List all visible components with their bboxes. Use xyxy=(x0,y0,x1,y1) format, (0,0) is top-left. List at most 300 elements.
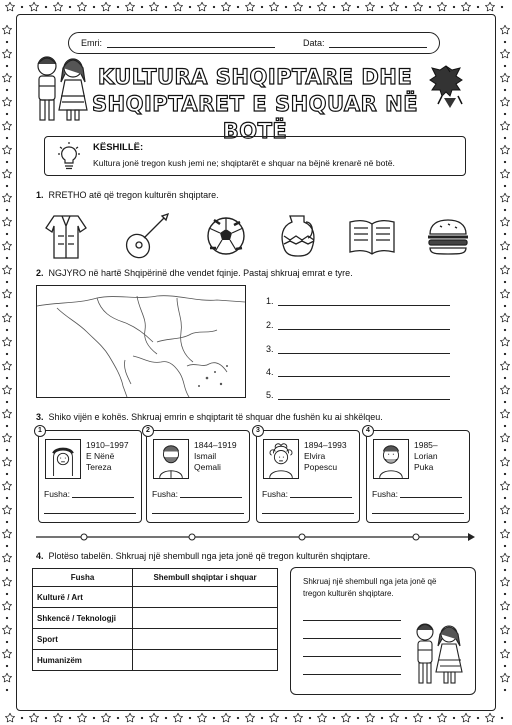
border-dot xyxy=(93,717,95,719)
border-star xyxy=(2,313,11,322)
border-star xyxy=(500,217,509,226)
border-dot xyxy=(357,717,359,719)
border-dot xyxy=(165,717,167,719)
answer-number: 3. xyxy=(266,344,274,354)
q1-text: RRETHO atë që tregon kulturën shqiptare. xyxy=(48,190,219,200)
border-dot xyxy=(69,717,71,719)
card-number: 1 xyxy=(34,425,46,437)
border-dot xyxy=(6,473,8,475)
border-star xyxy=(2,217,11,226)
border-dot xyxy=(6,305,8,307)
writing-line[interactable] xyxy=(303,674,401,675)
border-star xyxy=(461,713,470,722)
row-label: Kulturë / Art xyxy=(33,587,133,608)
border-dot xyxy=(504,497,506,499)
border-star xyxy=(500,73,509,82)
q2-number: 2. xyxy=(36,268,44,278)
border-star xyxy=(341,2,350,11)
border-star xyxy=(101,713,110,722)
border-dot xyxy=(501,717,503,719)
border-dot xyxy=(504,329,506,331)
border-dot xyxy=(6,641,8,643)
border-star xyxy=(197,713,206,722)
border-dot xyxy=(504,521,506,523)
border-star xyxy=(173,2,182,11)
border-star xyxy=(500,625,509,634)
border-dot xyxy=(6,257,8,259)
border-dot xyxy=(93,6,95,8)
person-name-1: E Nënë xyxy=(86,451,115,461)
person-name-1: Ismail xyxy=(194,451,217,461)
border-star xyxy=(500,25,509,34)
field-input[interactable] xyxy=(400,497,462,498)
border-dot xyxy=(6,353,8,355)
border-star xyxy=(53,713,62,722)
border-star xyxy=(2,649,11,658)
border-star xyxy=(485,2,494,11)
border-star xyxy=(500,289,509,298)
border-star xyxy=(500,241,509,250)
border-dot xyxy=(6,665,8,667)
question-2 xyxy=(36,268,353,278)
border-dot xyxy=(504,593,506,595)
border-dot xyxy=(285,717,287,719)
border-dot xyxy=(6,521,8,523)
timeline-arrow xyxy=(36,532,476,542)
border-star xyxy=(2,409,11,418)
border-star xyxy=(2,337,11,346)
border-star xyxy=(221,2,230,11)
border-dot xyxy=(504,401,506,403)
person-card-2 xyxy=(146,427,250,523)
border-star xyxy=(461,2,470,11)
border-star xyxy=(2,433,11,442)
border-dot xyxy=(213,717,215,719)
balkan-map[interactable] xyxy=(36,285,246,398)
border-star xyxy=(500,361,509,370)
clay-jug-icon[interactable] xyxy=(272,210,324,262)
q2-text: NGJYRO në hartë Shqipërinë dhe vendet fqinje. Pastaj shkruaj emrat e tyre. xyxy=(48,268,353,278)
answer-number: 5. xyxy=(266,390,274,400)
writing-line[interactable] xyxy=(303,656,401,657)
person-info xyxy=(414,440,438,473)
title-line-2: SHQIPTARET E SHQUAR NË BOTË xyxy=(91,92,419,143)
border-dot xyxy=(45,6,47,8)
border-dot xyxy=(6,65,8,67)
border-dot xyxy=(429,717,431,719)
person-name-2: Qemali xyxy=(194,462,221,472)
border-star xyxy=(500,121,509,130)
question-1 xyxy=(36,190,219,200)
border-star xyxy=(413,2,422,11)
border-dot xyxy=(6,233,8,235)
border-star xyxy=(293,2,302,11)
hamburger-icon[interactable] xyxy=(422,210,474,262)
name-label: Emri: xyxy=(81,38,102,48)
border-star xyxy=(500,433,509,442)
field-input[interactable] xyxy=(180,497,242,498)
border-star xyxy=(437,713,446,722)
border-star xyxy=(500,553,509,562)
border-dot xyxy=(69,6,71,8)
border-dot xyxy=(237,717,239,719)
table-cell-input[interactable] xyxy=(133,608,278,629)
border-star xyxy=(317,2,326,11)
border-star xyxy=(341,713,350,722)
border-dot xyxy=(381,717,383,719)
border-star xyxy=(2,97,11,106)
border-dot xyxy=(381,6,383,8)
column-header-example: Shembull shqiptar i shquar xyxy=(133,569,278,587)
border-star xyxy=(53,2,62,11)
border-star xyxy=(2,241,11,250)
border-dot xyxy=(477,717,479,719)
q1-number: 1. xyxy=(36,190,44,200)
border-dot xyxy=(504,65,506,67)
border-dot xyxy=(6,137,8,139)
answer-line-1[interactable] xyxy=(266,296,274,306)
border-star xyxy=(500,505,509,514)
title-line-1: KULTURA SHQIPTARE DHE xyxy=(97,65,413,89)
field-label: Fusha: xyxy=(262,489,288,499)
field-input-line-2[interactable] xyxy=(262,513,354,514)
border-star xyxy=(125,2,134,11)
border-star xyxy=(77,2,86,11)
border-dot xyxy=(6,449,8,451)
tip-text: Kultura jonë tregon kush jemi ne; shqiptarët e shquar na bëjnë krenarë në botë. xyxy=(93,158,395,168)
field-label: Fusha: xyxy=(152,489,178,499)
border-dot xyxy=(6,617,8,619)
border-star xyxy=(2,457,11,466)
date-label: Data: xyxy=(303,38,325,48)
border-dot xyxy=(6,545,8,547)
border-dot xyxy=(504,569,506,571)
border-star xyxy=(317,713,326,722)
question-4 xyxy=(36,551,370,561)
table-row xyxy=(33,650,278,671)
border-star xyxy=(269,713,278,722)
border-star xyxy=(2,121,11,130)
border-star xyxy=(269,2,278,11)
border-star xyxy=(500,601,509,610)
border-star xyxy=(2,385,11,394)
row-label: Shkencë / Teknologji xyxy=(33,608,133,629)
card-number: 3 xyxy=(252,425,264,437)
answer-line-4[interactable] xyxy=(266,367,274,377)
border-dot xyxy=(237,6,239,8)
page-title xyxy=(90,64,420,145)
border-star xyxy=(500,337,509,346)
person-name-1: Lorian xyxy=(414,451,438,461)
border-star xyxy=(500,385,509,394)
field-input-line-2[interactable] xyxy=(44,513,136,514)
culture-table xyxy=(32,568,278,671)
name-date-bar xyxy=(68,32,440,54)
border-dot xyxy=(504,353,506,355)
border-star xyxy=(2,505,11,514)
border-star xyxy=(500,193,509,202)
albanian-eagle-icon xyxy=(428,62,472,114)
border-star xyxy=(2,601,11,610)
border-dot xyxy=(285,6,287,8)
border-star xyxy=(500,265,509,274)
border-dot xyxy=(504,641,506,643)
border-star xyxy=(5,713,14,722)
field-label: Fusha: xyxy=(44,489,70,499)
border-dot xyxy=(504,377,506,379)
border-dot xyxy=(165,6,167,8)
border-dot xyxy=(453,6,455,8)
table-row xyxy=(33,629,278,650)
border-dot xyxy=(453,717,455,719)
children-costume-illustration xyxy=(28,52,92,128)
border-dot xyxy=(504,473,506,475)
border-dot xyxy=(504,113,506,115)
border-star xyxy=(2,193,11,202)
person-name-1: Elvira xyxy=(304,451,326,461)
border-dot xyxy=(261,717,263,719)
border-dot xyxy=(504,185,506,187)
border-star xyxy=(125,713,134,722)
border-dot xyxy=(213,6,215,8)
border-star xyxy=(173,713,182,722)
border-dot xyxy=(504,665,506,667)
border-dot xyxy=(45,717,47,719)
person-name-2: Tereza xyxy=(86,462,112,472)
answer-line-5[interactable] xyxy=(266,390,274,400)
field-label: Fusha: xyxy=(372,489,398,499)
border-dot xyxy=(504,209,506,211)
border-star xyxy=(500,529,509,538)
border-star xyxy=(437,2,446,11)
table-cell-input[interactable] xyxy=(133,629,278,650)
border-dot xyxy=(504,89,506,91)
border-star xyxy=(500,673,509,682)
q3-text: Shiko vijën e kohës. Shkruaj emrin e shqiptarit të shquar dhe fushën ku ai shkëlqeu. xyxy=(48,412,383,422)
border-star xyxy=(2,361,11,370)
map-outline xyxy=(37,286,245,397)
border-dot xyxy=(189,6,191,8)
person-card-1 xyxy=(38,427,142,523)
border-dot xyxy=(309,717,311,719)
soccer-ball-icon[interactable] xyxy=(200,210,252,262)
person-years: 1894–1993 xyxy=(304,440,347,450)
border-dot xyxy=(6,185,8,187)
border-star xyxy=(500,49,509,58)
border-star xyxy=(500,313,509,322)
answer-number: 2. xyxy=(266,320,274,330)
border-star xyxy=(413,713,422,722)
border-star xyxy=(2,49,11,58)
border-star xyxy=(245,2,254,11)
border-dot xyxy=(504,137,506,139)
border-star xyxy=(389,2,398,11)
border-star xyxy=(485,713,494,722)
border-dot xyxy=(6,209,8,211)
answer-number: 4. xyxy=(266,367,274,377)
lightbulb-icon xyxy=(57,141,81,171)
border-star xyxy=(221,713,230,722)
field-input[interactable] xyxy=(72,497,134,498)
border-star xyxy=(2,145,11,154)
border-star xyxy=(293,713,302,722)
border-star xyxy=(77,713,86,722)
border-dot xyxy=(141,717,143,719)
border-star xyxy=(500,169,509,178)
side-prompt: Shkruaj një shembull nga jeta jonë që tregon kulturën shqiptare. xyxy=(303,577,437,598)
border-star xyxy=(500,457,509,466)
border-dot xyxy=(141,6,143,8)
border-dot xyxy=(504,41,506,43)
border-star xyxy=(2,73,11,82)
field-input-line-2[interactable] xyxy=(152,513,244,514)
table-header-row xyxy=(33,569,278,587)
border-dot xyxy=(189,717,191,719)
question-3 xyxy=(36,412,383,422)
border-dot xyxy=(6,497,8,499)
row-label: Humanizëm xyxy=(33,650,133,671)
border-dot xyxy=(21,6,23,8)
person-name-2: Puka xyxy=(414,462,434,472)
answer-line-3[interactable] xyxy=(266,344,274,354)
answer-line-2[interactable] xyxy=(266,320,274,330)
border-star xyxy=(2,25,11,34)
border-dot xyxy=(117,6,119,8)
border-dot xyxy=(501,6,503,8)
portrait-young-man-icon xyxy=(373,439,409,479)
person-name-2: Popescu xyxy=(304,462,338,472)
border-dot xyxy=(333,6,335,8)
person-years: 1844–1919 xyxy=(194,440,237,450)
border-star xyxy=(2,553,11,562)
card-number: 2 xyxy=(142,425,154,437)
border-dot xyxy=(117,717,119,719)
border-star xyxy=(2,529,11,538)
border-dot xyxy=(357,6,359,8)
border-dot xyxy=(6,113,8,115)
border-dot xyxy=(333,717,335,719)
tip-box xyxy=(44,136,466,176)
q4-text: Plotëso tabelën. Shkruaj një shembull nga jeta jonë që tregon kulturën shqiptare. xyxy=(48,551,371,561)
q3-number: 3. xyxy=(36,412,44,422)
border-dot xyxy=(6,377,8,379)
field-input-line-2[interactable] xyxy=(372,513,464,514)
tip-heading: KËSHILLË: xyxy=(93,142,144,153)
writing-line[interactable] xyxy=(303,638,401,639)
border-dot xyxy=(309,6,311,8)
portrait-nun-icon xyxy=(45,439,81,479)
border-star xyxy=(500,481,509,490)
name-field[interactable] xyxy=(107,47,275,48)
border-star xyxy=(2,481,11,490)
border-dot xyxy=(504,425,506,427)
border-star xyxy=(365,713,374,722)
side-writing-box xyxy=(290,567,476,695)
column-header-field: Fusha xyxy=(33,569,133,587)
writing-line[interactable] xyxy=(303,620,401,621)
portrait-woman-curls-icon xyxy=(263,439,299,479)
border-star xyxy=(245,713,254,722)
border-dot xyxy=(6,281,8,283)
field-input[interactable] xyxy=(290,497,352,498)
border-star xyxy=(197,2,206,11)
border-dot xyxy=(405,717,407,719)
traditional-costume-icon[interactable] xyxy=(40,210,92,262)
border-dot xyxy=(6,689,8,691)
border-star xyxy=(500,409,509,418)
border-dot xyxy=(504,161,506,163)
border-dot xyxy=(6,329,8,331)
border-dot xyxy=(504,545,506,547)
lahuta-instrument-icon[interactable] xyxy=(122,210,174,262)
card-number: 4 xyxy=(362,425,374,437)
table-cell-input[interactable] xyxy=(133,587,278,608)
border-dot xyxy=(504,281,506,283)
border-dot xyxy=(6,401,8,403)
border-star xyxy=(2,577,11,586)
border-star xyxy=(500,577,509,586)
person-years: 1985– xyxy=(414,440,438,450)
border-dot xyxy=(6,89,8,91)
border-dot xyxy=(6,425,8,427)
open-book-icon[interactable] xyxy=(346,210,398,262)
border-dot xyxy=(261,6,263,8)
q4-number: 4. xyxy=(36,551,44,561)
border-star xyxy=(500,649,509,658)
border-dot xyxy=(6,593,8,595)
culture-icons-row xyxy=(30,210,482,262)
border-dot xyxy=(21,717,23,719)
border-star xyxy=(389,713,398,722)
border-star xyxy=(500,145,509,154)
person-years: 1910–1997 xyxy=(86,440,129,450)
border-star xyxy=(5,2,14,11)
border-star xyxy=(2,673,11,682)
border-star xyxy=(2,265,11,274)
border-star xyxy=(29,2,38,11)
border-dot xyxy=(429,6,431,8)
table-row xyxy=(33,587,278,608)
border-star xyxy=(365,2,374,11)
date-field[interactable] xyxy=(329,47,427,48)
border-dot xyxy=(504,305,506,307)
person-info xyxy=(86,440,129,473)
person-info xyxy=(194,440,237,473)
row-label: Sport xyxy=(33,629,133,650)
answer-number: 1. xyxy=(266,296,274,306)
person-info xyxy=(304,440,347,473)
border-dot xyxy=(504,233,506,235)
table-row xyxy=(33,608,278,629)
border-star xyxy=(101,2,110,11)
border-dot xyxy=(6,569,8,571)
border-dot xyxy=(504,449,506,451)
portrait-man-beard-icon xyxy=(153,439,189,479)
border-dot xyxy=(504,257,506,259)
border-star xyxy=(500,97,509,106)
border-dot xyxy=(6,161,8,163)
border-dot xyxy=(6,41,8,43)
border-star xyxy=(149,713,158,722)
border-star xyxy=(2,169,11,178)
border-dot xyxy=(477,6,479,8)
border-star xyxy=(2,625,11,634)
table-cell-input[interactable] xyxy=(133,650,278,671)
border-star xyxy=(149,2,158,11)
border-dot xyxy=(504,689,506,691)
border-star xyxy=(2,289,11,298)
person-card-3 xyxy=(256,427,360,523)
